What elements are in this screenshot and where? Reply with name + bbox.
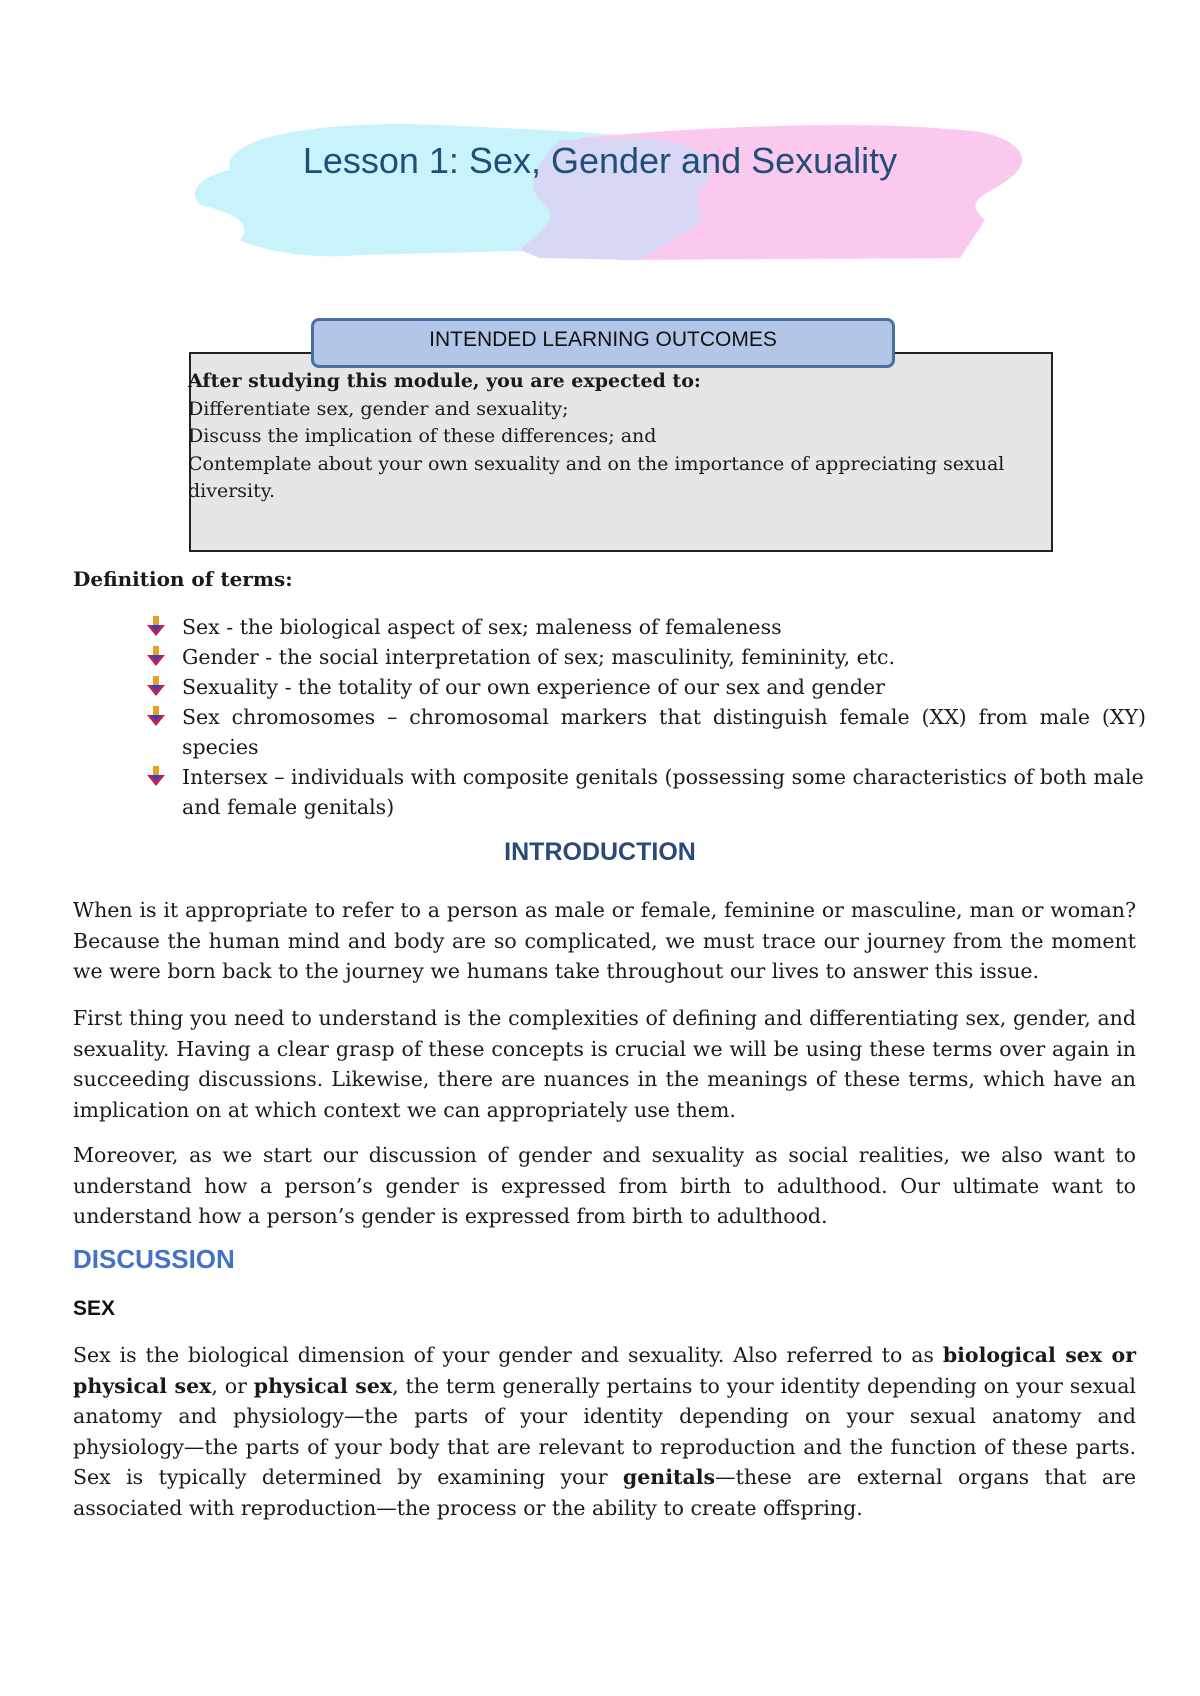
learning-outcomes-heading: INTENDED LEARNING OUTCOMES [311,318,895,368]
learning-outcome-item: Discuss the implication of these differences; and [188,425,657,447]
sex-paragraph: Sex is the biological dimension of your gender and sexuality. Also referred to as biological sex or physical sex, or physical sex, the term generally pertains to your identity depending on your sexual anatomy and physiology—the parts of your identity depending on your sexual anatomy and physiology—the parts of your body that are relevant to reproduction and the function of these parts. Sex is typically determined by examining your genitals—these are external organs that are associated with reproduction—the process or the ability to create offspring. [73,1343,1136,1520]
learning-outcome-item: Contemplate about your own sexuality and on the importance of appreciating sexual diversity. [188,452,1005,502]
sex-subheading: SEX [73,1297,116,1320]
down-arrow-bullet-icon [146,615,166,637]
learning-outcomes-text [188,368,1038,506]
lesson-title: Lesson 1: Sex, Gender and Sexuality [302,140,898,181]
title-banner [0,110,1200,270]
definition-item: Gender - the social interpretation of sex; masculinity, femininity, etc. [146,642,1146,672]
bold-term: biological sex or physical sex [73,1343,1136,1398]
introduction-paragraph: First thing you need to understand is the complexities of defining and differentiating sex, gender, and sexuality. Having a clear grasp of these concepts is crucial we will be using these terms over again in succeeding discussions. Likewise, there are nuances in the meanings of these terms, which have an implication on at which context we can appropriately use them. [73,1006,1136,1122]
definitions-list [146,612,1146,822]
learning-outcomes-lead: After studying this module, you are expected to: [188,370,701,392]
discussion-heading: DISCUSSION [73,1244,235,1274]
definition-item: Sexuality - the totality of our own experience of our sex and gender [146,672,1146,702]
definition-item: Sex - the biological aspect of sex; maleness of femaleness [146,612,1146,642]
learning-outcome-item: Differentiate sex, gender and sexuality; [188,397,569,420]
introduction-heading: INTRODUCTION [504,838,696,866]
definition-item: Intersex – individuals with composite genitals (possessing some characteristics of both male and female genitals) [146,762,1146,822]
definitions-heading: Definition of terms: [73,567,293,591]
bold-term: genitals [622,1465,716,1489]
down-arrow-bullet-icon [146,705,166,727]
introduction-paragraph: Moreover, as we start our discussion of gender and sexuality as social realities, we also want to understand how a person’s gender is expressed from birth to adulthood. Our ultimate want to understand how a person’s gender is expressed from birth to adulthood. [73,1143,1136,1228]
down-arrow-bullet-icon [146,645,166,667]
definition-item: Sex chromosomes – chromosomal markers that distinguish female (XX) from male (XY) species [146,702,1146,762]
down-arrow-bullet-icon [146,765,166,787]
down-arrow-bullet-icon [146,675,166,697]
introduction-paragraph: When is it appropriate to refer to a person as male or female, feminine or masculine, man or woman? Because the human mind and body are so complicated, we must trace our journey from the moment we were born back to the journey we humans take throughout our lives to answer this issue. [73,898,1136,983]
bold-term: physical sex [253,1373,393,1398]
